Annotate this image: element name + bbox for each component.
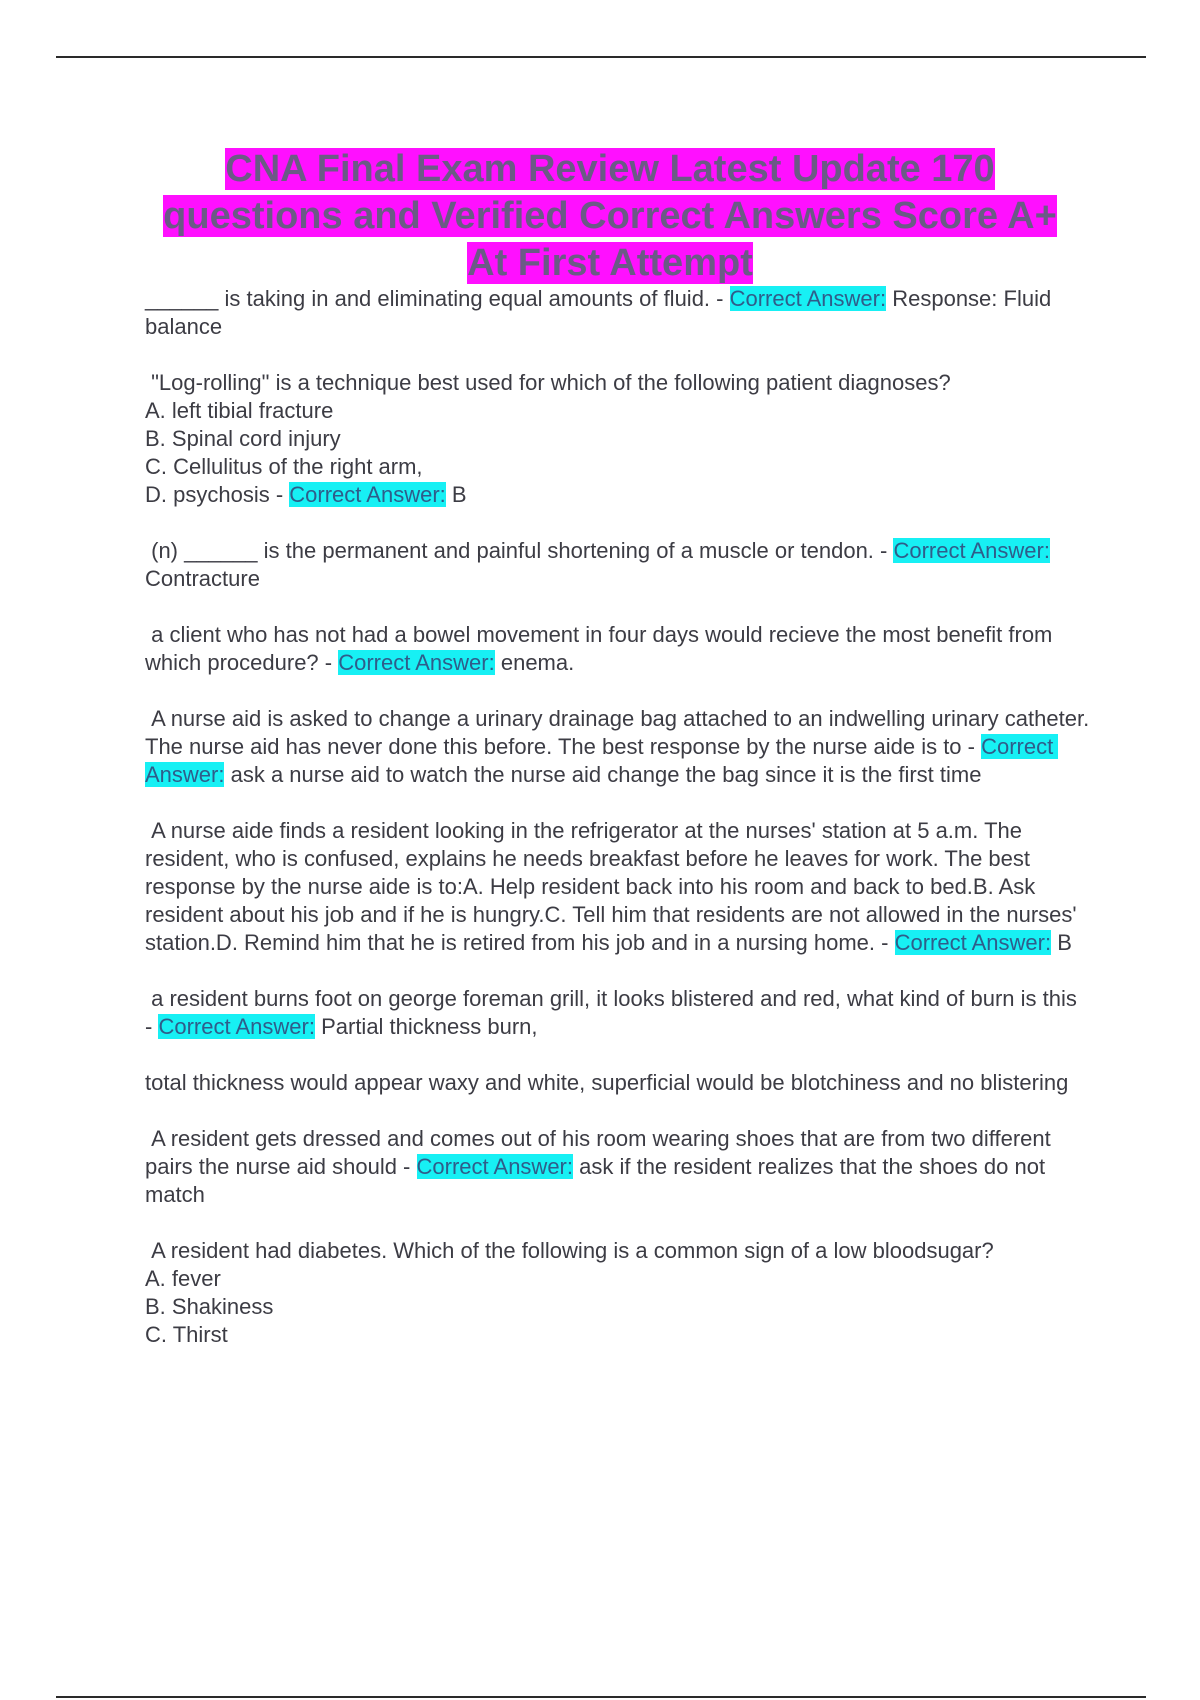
document-title-text: CNA Final Exam Review Latest Update 170 questions and Verified Correct Answers Score A+ At First Attempt <box>163 148 1057 284</box>
qa-item <box>145 985 1090 1041</box>
document-body <box>145 285 1095 1377</box>
answer-text: Response: Fluid balance <box>145 286 1058 339</box>
question-text: A nurse aid is asked to change a urinary drainage bag attached to an indwelling urinary catheter. The nurse aid has never done this before. The best response by the nurse aide is to - <box>145 706 1095 759</box>
question-text: ______ is taking in and eliminating equal amounts of fluid. - <box>145 286 730 311</box>
qa-item <box>145 369 1090 509</box>
correct-answer-label: Correct Answer: <box>158 1014 315 1039</box>
question-text: (n) ______ is the permanent and painful shortening of a muscle or tendon. - <box>145 538 894 563</box>
correct-answer-label: Correct Answer: <box>416 1154 573 1179</box>
explanation-note: total thickness would appear waxy and white, superficial would be blotchiness and no blistering <box>145 1070 1069 1095</box>
trailing-question: A resident had diabetes. Which of the following is a common sign of a low bloodsugar? A. fever B. Shakiness C. Thirst <box>145 1238 994 1347</box>
correct-answer-label: Correct Answer: <box>894 930 1052 955</box>
qa-item <box>145 817 1090 957</box>
bottom-rule <box>56 1696 1146 1698</box>
question-text: "Log-rolling" is a technique best used for which of the following patient diagnoses? A. left tibial fracture B. Spinal cord injury C. Cellulitus of the right arm, D. psychosis - <box>145 370 951 507</box>
correct-answer-label: Correct Answer: <box>145 734 1059 787</box>
qa-item <box>145 1125 1090 1209</box>
answer-text: ask if the resident realizes that the shoes do not match <box>145 1154 1052 1207</box>
question-text: A nurse aide finds a resident looking in the refrigerator at the nurses' station at 5 a.m. The resident, who is confused, explains he needs breakfast before he leaves for work. The best response by the nurse aide is to:A. Help resident back into his room and back to bed.B. Ask resident about his job and if he is hungry.C. Tell him that residents are not allowed in the nurses' station.D. Remind him that he is retired from his job and in a nursing home. - <box>145 818 1083 955</box>
question-text: A resident gets dressed and comes out of his room wearing shoes that are from two different pairs the nurse aid should - <box>145 1126 1057 1179</box>
top-rule <box>56 56 1146 58</box>
answer-text: B <box>1057 930 1072 955</box>
qa-item <box>145 621 1090 677</box>
qa-item <box>145 705 1095 789</box>
answer-text: enema. <box>500 650 575 675</box>
question-text: a client who has not had a bowel movement in four days would recieve the most benefit from which procedure? - <box>145 622 1059 675</box>
correct-answer-label: Correct Answer: <box>893 538 1050 563</box>
correct-answer-label: Correct Answer: <box>289 482 446 507</box>
qa-item <box>145 285 1090 341</box>
answer-text: ask a nurse aid to watch the nurse aid change the bag since it is the first time <box>230 762 982 787</box>
document-title <box>140 146 1080 287</box>
qa-list-continued <box>145 1125 1090 1209</box>
correct-answer-label: Correct Answer: <box>338 650 495 675</box>
answer-text: Contracture <box>145 566 260 591</box>
qa-list <box>145 285 1095 1041</box>
answer-text: Partial thickness burn, <box>321 1014 538 1039</box>
correct-answer-label: Correct Answer: <box>729 286 887 311</box>
qa-item <box>145 537 1090 593</box>
answer-text: B <box>451 482 467 507</box>
question-text: a resident burns foot on george foreman grill, it looks blistered and red, what kind of burn is this - <box>145 986 1083 1039</box>
